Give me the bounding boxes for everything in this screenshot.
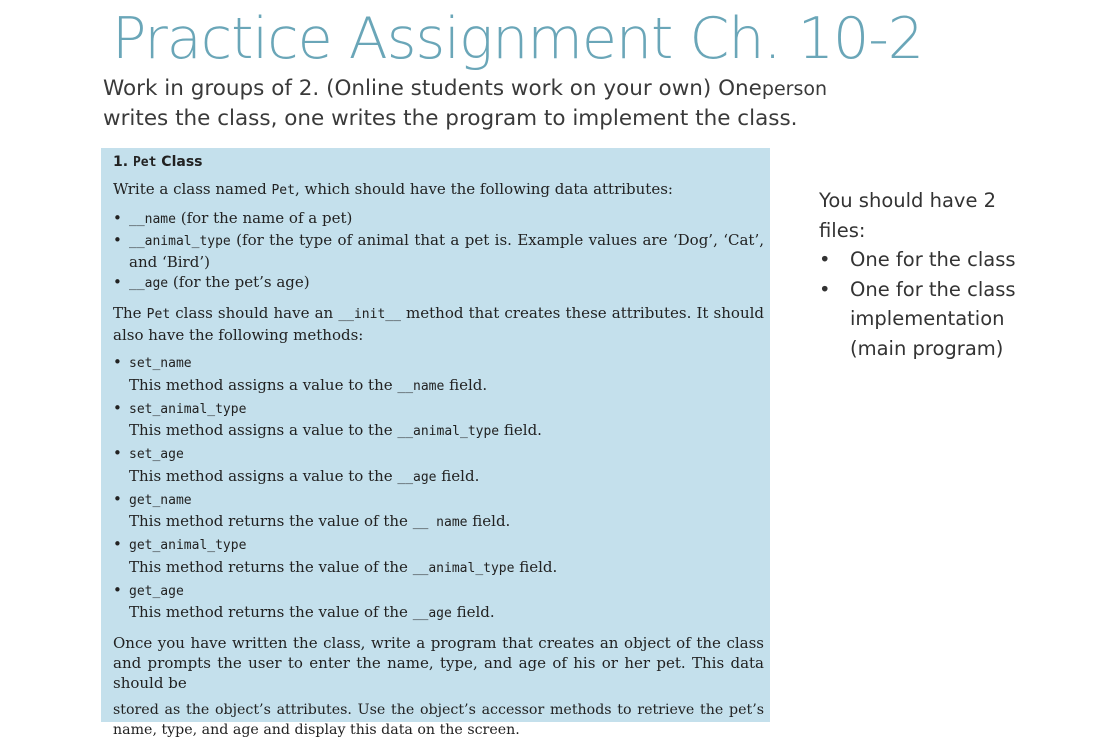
intro-code: Pet [271, 183, 295, 198]
problem-panel [101, 148, 770, 738]
attribute-code: __animal_type [129, 234, 231, 249]
page-title: Practice Assignment Ch. 10-2 [112, 6, 924, 72]
method-desc-code: __age [412, 606, 452, 621]
attribute-item [113, 272, 764, 294]
method-item [113, 489, 764, 534]
attribute-text: (for the pet’s age) [168, 273, 310, 291]
instructions-line1: Work in groups of 2. (Online students work on your own) One [103, 76, 762, 101]
method-name: set_animal_type [129, 401, 247, 417]
method-name: get_age [129, 583, 184, 599]
method-desc-text: This method assigns a value to the [129, 375, 398, 394]
method-desc-text: This method returns the value of the [129, 603, 413, 621]
init-text-a: The [113, 304, 147, 322]
method-description [129, 557, 764, 580]
instructions-line2: writes the class, one writes the program to implement the class. [103, 106, 798, 131]
instructions-line1-tail: person [761, 78, 828, 100]
method-name: get_name [129, 492, 192, 508]
files-note [819, 186, 1019, 363]
init-code-class: Pet [146, 307, 171, 322]
method-description [129, 602, 764, 625]
method-desc-end: field. [499, 421, 542, 439]
method-item [113, 534, 764, 579]
problem-name-code: Pet [132, 155, 157, 170]
files-list-item: • One for the class [819, 245, 1019, 275]
method-desc-text: This method assigns a value to the [129, 421, 398, 439]
init-sentence [113, 303, 764, 345]
method-item [113, 398, 764, 443]
method-description [129, 511, 764, 534]
problem-intro [113, 179, 764, 201]
attribute-list [113, 208, 764, 294]
files-note-intro: You should have 2 files: [819, 189, 997, 242]
intro-text-b: , which should have the following data attributes: [294, 180, 673, 198]
method-desc-text: This method assigns a value to the [129, 466, 398, 485]
method-item [113, 352, 764, 397]
intro-text-a: Write a class named [113, 180, 272, 198]
init-text-c: method that creates these attributes. It should also have the following methods: [113, 304, 765, 344]
attribute-code: __name [129, 212, 176, 227]
problem-number: 1. [113, 154, 129, 170]
attribute-text: (for the name of a pet) [175, 209, 353, 227]
method-name: set_age [129, 447, 184, 462]
method-item [113, 580, 764, 625]
method-desc-code: __age [397, 469, 437, 485]
init-text-b: class should have an [170, 304, 339, 322]
method-desc-end: field. [451, 603, 495, 621]
method-desc-code: __name [397, 378, 445, 394]
problem-heading [113, 152, 764, 173]
files-list [819, 245, 1019, 363]
method-desc-text: This method returns the value of the [129, 512, 413, 530]
attribute-item [113, 208, 764, 230]
method-desc-code: __ name [412, 515, 468, 530]
method-name: set_name [129, 356, 192, 371]
problem-name-word: Class [161, 154, 203, 170]
method-desc-code: __animal_type [412, 560, 515, 576]
method-list [113, 352, 764, 625]
method-desc-end: field. [467, 512, 511, 530]
init-code-method: __init__ [338, 307, 401, 322]
attribute-item [113, 230, 764, 272]
method-description [129, 466, 764, 489]
closing-paragraph-1: Once you have written the class, write a program that creates an object of the class and prompts the user to enter the name, type, and age of his or her pet. This data should be [113, 633, 764, 692]
closing-paragraph-2: stored as the object’s attributes. Use the object’s accessor methods to retrieve the pet’s name, type, and age and display this data on the screen. [113, 701, 764, 738]
attribute-text: (for the type of animal that a pet is. Example values are ‘Dog’, ‘Cat’, and ‘Bird’) [129, 231, 764, 271]
method-desc-end: field. [444, 375, 488, 394]
method-description [129, 420, 764, 443]
method-name: get_animal_type [129, 538, 247, 553]
files-list-item: • One for the class implementation (main program) [819, 275, 1019, 364]
method-desc-code: __animal_type [397, 424, 500, 439]
method-desc-end: field. [514, 557, 558, 576]
method-desc-text: This method returns the value of the [129, 557, 413, 576]
method-desc-end: field. [436, 466, 480, 485]
instructions [103, 74, 863, 133]
method-description [129, 375, 764, 398]
attribute-code: __age [129, 276, 169, 291]
method-item [113, 443, 764, 488]
